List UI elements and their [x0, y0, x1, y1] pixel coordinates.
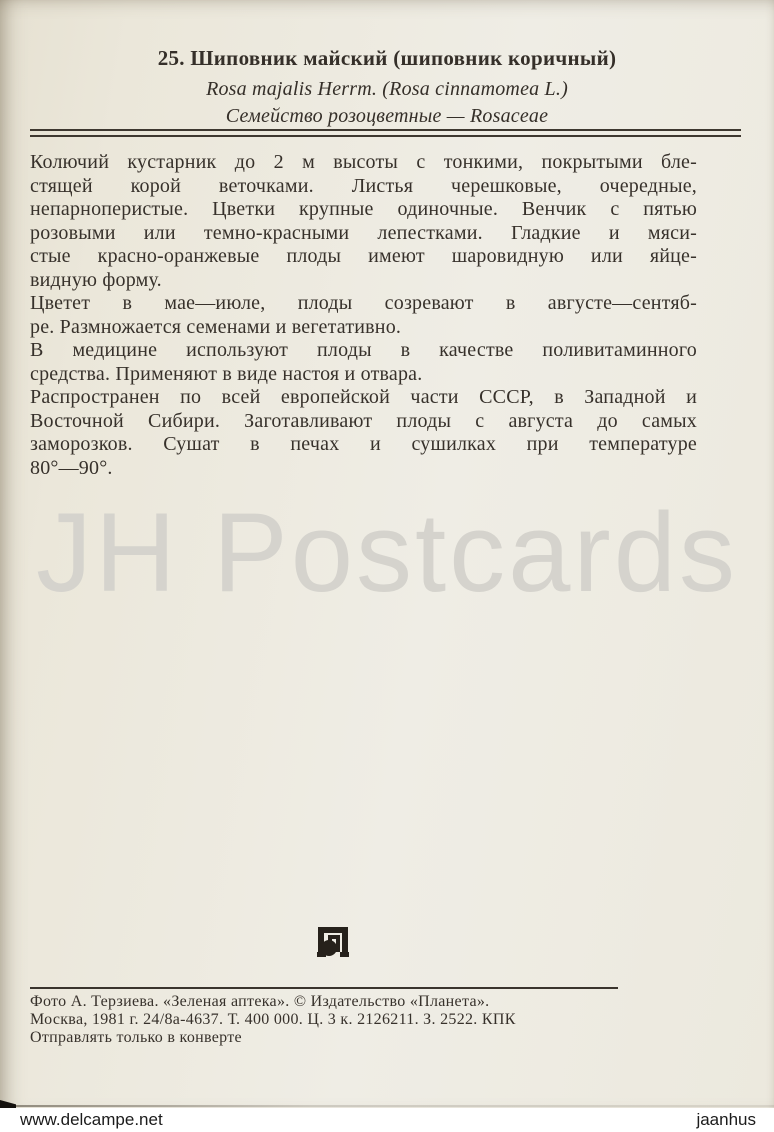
- body-text-line: стые красно-оранжевые плоды имеют шаровидную или яйце-: [30, 245, 697, 267]
- body-text-line: заморозков. Сушат в печах и сушилках при температуре: [30, 433, 697, 455]
- body-text-line: Восточной Сибири. Заготавливают плоды с августа до самых: [30, 409, 697, 432]
- family-name: Семейство розоцветные — Rosaceae: [225, 105, 549, 127]
- body-text-line: средства. Применяют в виде настоя и отвара.: [30, 362, 423, 385]
- body-text-line: розовыми или темно-красными лепестками. Гладкие и мяси-: [30, 221, 697, 244]
- body-text-line: Распространен по всей европейской части СССР, в Западной и: [30, 386, 697, 408]
- body-text-line: видную форму.: [30, 268, 162, 291]
- description-text: [30, 151, 697, 480]
- paragraph: [30, 339, 697, 386]
- body-text-line: непарноперистые. Цветки крупные одиночные. Венчик с пятью: [30, 198, 697, 220]
- paragraph: [30, 292, 697, 339]
- delcampe-url-link[interactable]: www.delcampe.net: [20, 1110, 163, 1129]
- imprint-credit-line: Фото А. Терзиева. «Зеленая аптека». © Издательство «Планета».: [30, 993, 490, 1010]
- delcampe-footer-bar: [0, 1108, 774, 1132]
- imprint-edition-line: Москва, 1981 г. 24/8а-4637. Т. 400 000. Ц. 3 к. 2126211. З. 2522. КПК: [30, 1010, 516, 1028]
- title-separator-double-rule: [30, 129, 741, 137]
- scan-bottom-edge: [0, 1105, 774, 1107]
- header-block: [0, 46, 774, 128]
- body-text-line: 80°—90°.: [30, 456, 113, 479]
- body-text-line: Цветет в мае—июле, плоды созревают в августе—сентяб-: [30, 292, 697, 314]
- planeta-publisher-logo-icon: [317, 924, 349, 962]
- card-number-and-title: 25. Шиповник майский (шиповник коричный): [157, 46, 617, 70]
- paragraph: [30, 386, 697, 480]
- body-text-line: стящей корой веточками. Листья черешковые, очередные,: [30, 174, 697, 197]
- imprint-note-line: Отправлять только в конверте: [30, 1028, 242, 1046]
- body-text-line: Колючий кустарник до 2 м высоты с тонкими, покрытыми бле-: [30, 151, 697, 173]
- latin-name: Rosa majalis Herrm. (Rosa cinnamomea L.): [206, 78, 568, 100]
- seller-username-link[interactable]: jaanhus: [696, 1110, 756, 1129]
- body-text-line: В медицине используют плоды в качестве поливитаминного: [30, 339, 697, 361]
- imprint-block: [30, 993, 690, 1046]
- imprint-separator-rule: [30, 987, 618, 989]
- jh-postcards-watermark: JH Postcards: [36, 490, 738, 615]
- body-text-line: ре. Размножается семенами и вегетативно.: [30, 315, 402, 338]
- paragraph: [30, 151, 697, 292]
